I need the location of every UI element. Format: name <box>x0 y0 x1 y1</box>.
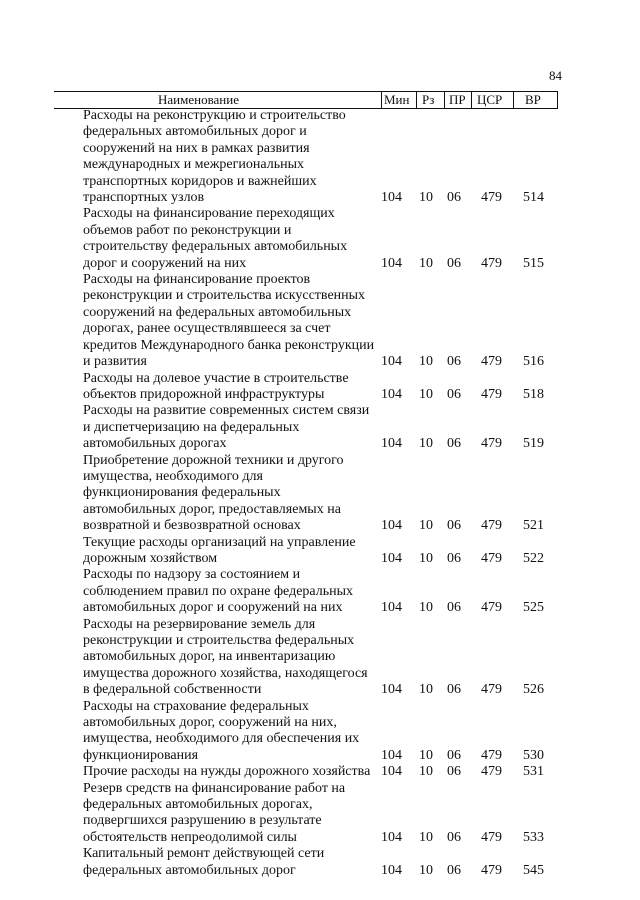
row-csr: 479 <box>481 190 502 206</box>
row-csr: 479 <box>481 436 502 452</box>
row-pr: 06 <box>447 600 461 616</box>
row-csr: 479 <box>481 386 502 402</box>
header-divider <box>444 92 445 108</box>
row-pr: 06 <box>447 747 461 763</box>
row-vr: 519 <box>523 436 544 452</box>
row-vr: 515 <box>523 255 544 271</box>
row-csr: 479 <box>481 764 502 780</box>
header-name: Наименование <box>158 92 239 107</box>
row-name: Резерв средств на финансирование работ на федеральных автомобильных дорогах, подвергшихся разрушению в результате обстоятельств непреодолимой силы <box>83 780 346 845</box>
header-pr: ПР <box>449 92 466 107</box>
row-name: Расходы по надзору за состоянием и соблюдением правил по охране федеральных автомобильных дорог и сооружений на них <box>83 567 354 616</box>
row-min: 104 <box>381 518 402 534</box>
row-pr: 06 <box>447 518 461 534</box>
row-pr: 06 <box>447 829 461 845</box>
row-name: Приобретение дорожной техники и другого имущества, необходимого для функционирования федеральных автомобильных дорог, предоставляемых на возвратной и безвозвратной основах <box>83 452 344 534</box>
row-name: Расходы на резервирование земель для реконструкции и строительства федеральных автомобильных дорог, на инвентаризацию имущества дорожного хозяйства, находящегося в федеральной собственности <box>83 616 368 698</box>
row-vr: 521 <box>523 518 544 534</box>
table-row <box>83 453 563 535</box>
row-name: Расходы на развитие современных систем связи и диспетчеризацию на федеральных автомобильных дорогах <box>83 403 370 452</box>
row-min: 104 <box>381 862 402 878</box>
table-row <box>83 108 563 206</box>
table-row <box>83 846 563 879</box>
header-min: Мин <box>384 92 410 107</box>
table-row <box>83 781 563 847</box>
row-csr: 479 <box>481 518 502 534</box>
row-min: 104 <box>381 600 402 616</box>
row-rz: 10 <box>419 255 433 271</box>
row-vr: 531 <box>523 764 544 780</box>
row-csr: 479 <box>481 255 502 271</box>
row-csr: 479 <box>481 862 502 878</box>
table-row <box>83 567 563 616</box>
row-rz: 10 <box>419 682 433 698</box>
row-min: 104 <box>381 255 402 271</box>
row-min: 104 <box>381 764 402 780</box>
row-vr: 516 <box>523 354 544 370</box>
budget-table-body <box>83 108 563 879</box>
row-name: Расходы на финансирование проектов реконструкции и строительства искусственных сооружений на федеральных автомобильных дорогах, ранее осуществлявшееся за счет кредитов Международного банка реконструкции и развития <box>83 272 375 370</box>
table-row <box>83 699 563 765</box>
row-min: 104 <box>381 550 402 566</box>
row-vr: 514 <box>523 190 544 206</box>
row-vr: 525 <box>523 600 544 616</box>
row-pr: 06 <box>447 550 461 566</box>
row-rz: 10 <box>419 518 433 534</box>
page-number: 84 <box>549 68 562 83</box>
row-rz: 10 <box>419 600 433 616</box>
row-name: Расходы на страхование федеральных автомобильных дорог, сооружений на них, имущества, необходимого для обеспечения их функционирования <box>83 698 360 763</box>
row-vr: 522 <box>523 550 544 566</box>
header-divider <box>471 92 472 108</box>
row-vr: 526 <box>523 682 544 698</box>
row-name: Текущие расходы организаций на управление дорожным хозяйством <box>83 534 356 566</box>
row-csr: 479 <box>481 550 502 566</box>
header-divider <box>416 92 417 108</box>
table-row <box>83 535 563 568</box>
header-rz: Рз <box>422 92 435 107</box>
row-vr: 518 <box>523 386 544 402</box>
row-rz: 10 <box>419 764 433 780</box>
row-rz: 10 <box>419 436 433 452</box>
row-min: 104 <box>381 747 402 763</box>
table-row <box>83 272 563 370</box>
row-pr: 06 <box>447 682 461 698</box>
header-divider <box>557 92 558 108</box>
table-header <box>54 91 558 109</box>
row-pr: 06 <box>447 386 461 402</box>
table-row <box>83 206 563 272</box>
row-rz: 10 <box>419 747 433 763</box>
row-name: Расходы на реконструкцию и строительство федеральных автомобильных дорог и сооружений на них в рамках развития международных и межрегиональных транспортных коридоров и важнейших транспортных узлов <box>83 108 346 206</box>
row-min: 104 <box>381 354 402 370</box>
row-pr: 06 <box>447 862 461 878</box>
row-csr: 479 <box>481 682 502 698</box>
row-vr: 533 <box>523 829 544 845</box>
row-rz: 10 <box>419 190 433 206</box>
row-min: 104 <box>381 190 402 206</box>
header-divider <box>513 92 514 108</box>
row-rz: 10 <box>419 829 433 845</box>
row-csr: 479 <box>481 829 502 845</box>
table-row <box>83 764 563 780</box>
row-min: 104 <box>381 682 402 698</box>
row-rz: 10 <box>419 386 433 402</box>
row-vr: 545 <box>523 862 544 878</box>
row-rz: 10 <box>419 862 433 878</box>
header-vr: ВР <box>525 92 541 107</box>
header-csr: ЦСР <box>477 92 503 107</box>
row-rz: 10 <box>419 354 433 370</box>
row-pr: 06 <box>447 764 461 780</box>
row-name: Расходы на финансирование переходящих объемов работ по реконструкции и строительству федеральных автомобильных дорог и сооружений на них <box>83 206 348 271</box>
row-pr: 06 <box>447 255 461 271</box>
row-min: 104 <box>381 436 402 452</box>
header-divider <box>381 92 382 108</box>
row-rz: 10 <box>419 550 433 566</box>
row-min: 104 <box>381 829 402 845</box>
row-vr: 530 <box>523 747 544 763</box>
table-row <box>83 371 563 404</box>
row-name: Расходы на долевое участие в строительстве объектов придорожной инфраструктуры <box>83 370 349 402</box>
row-csr: 479 <box>481 747 502 763</box>
table-row <box>83 403 563 452</box>
row-csr: 479 <box>481 600 502 616</box>
row-csr: 479 <box>481 354 502 370</box>
row-pr: 06 <box>447 436 461 452</box>
table-row <box>83 617 563 699</box>
row-name: Прочие расходы на нужды дорожного хозяйства <box>83 764 371 780</box>
row-min: 104 <box>381 386 402 402</box>
row-pr: 06 <box>447 354 461 370</box>
row-pr: 06 <box>447 190 461 206</box>
row-name: Капитальный ремонт действующей сети федеральных автомобильных дорог <box>83 846 325 878</box>
